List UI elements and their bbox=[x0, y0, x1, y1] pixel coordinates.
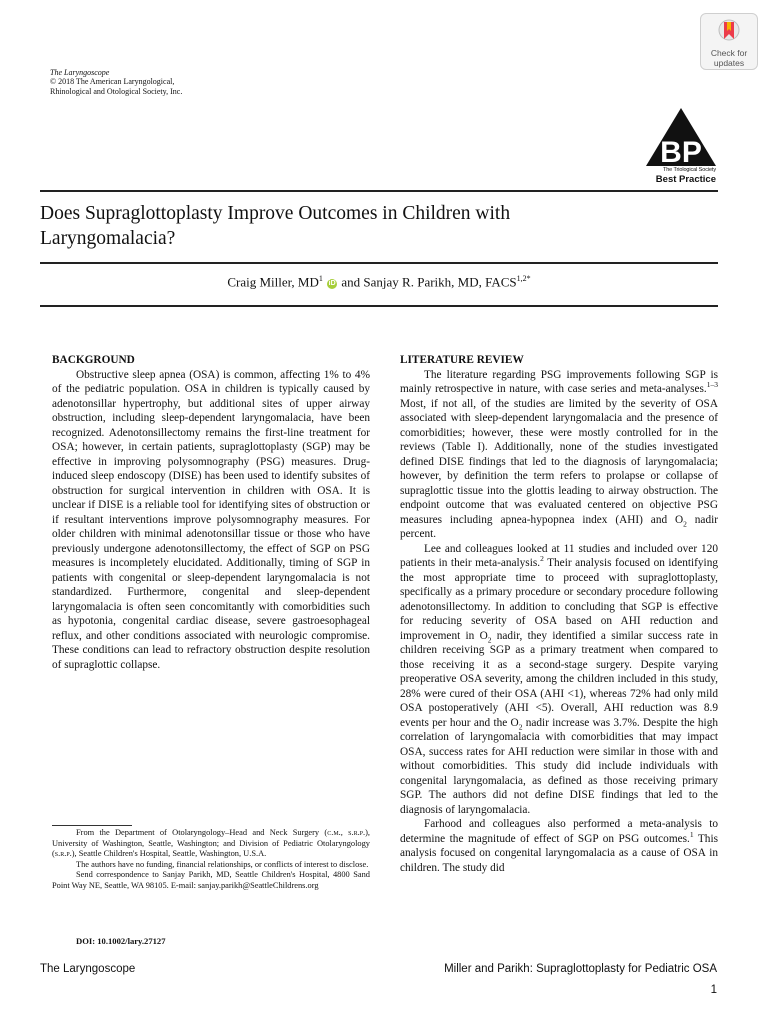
fn-affil-a: From the Department of Otolaryngology–Head and Neck Surgery ( bbox=[76, 828, 328, 837]
review-p1-subscript: 2 bbox=[683, 518, 687, 528]
bookmark-ribbon-icon bbox=[718, 19, 740, 43]
best-practice-label: Best Practice bbox=[655, 174, 716, 185]
footer-journal: The Laryngoscope bbox=[40, 963, 136, 975]
society-line: Rhinological and Otological Society, Inc. bbox=[50, 86, 183, 96]
fn-affil-c: ), Seattle Children's Hospital, Seattle, Washington, U.S.A. bbox=[71, 849, 267, 858]
review-p2-text-a: Lee and colleagues looked at 11 studies and included over 120 patients in their meta-analysis. bbox=[400, 542, 718, 569]
review-p1-text-a: The literature regarding PSG improvements following SGP is mainly retrospective in nature, with case series and meta-analyses. bbox=[400, 368, 718, 395]
page-number: 1 bbox=[710, 984, 717, 996]
review-p2-subscript-1: 2 bbox=[487, 634, 492, 644]
author-1: Craig Miller, MD bbox=[227, 274, 319, 290]
review-paragraph-3 bbox=[400, 817, 718, 875]
fn-initials-1: c.m., s.r.p. bbox=[327, 828, 366, 837]
author-line bbox=[40, 274, 718, 290]
triangle-bp-icon bbox=[646, 108, 716, 166]
review-p3-citation: 1 bbox=[689, 829, 694, 839]
review-p2-citation: 2 bbox=[540, 554, 544, 564]
title-line-2: Laryngomalacia? bbox=[40, 228, 176, 249]
check-for-updates-badge[interactable] bbox=[700, 13, 758, 70]
review-p1-text-c: nadir percent. bbox=[400, 513, 718, 540]
title-rule bbox=[40, 262, 718, 264]
top-rule bbox=[40, 190, 718, 192]
best-practice-society: The Triological Society bbox=[662, 167, 716, 173]
review-p1-text-b: Most, if not all, of the studies are limited by the severity of OSA associated with sleep-dependent laryngomalacia and the presence of comorbidities; however, these were mostly controlled for in the reviews (Table I). Additionally, none of the studies investigated defined DISE findings that led to the diagnosis of laryngomalacia; however, by definition the term refers to prolapse or collapse of supraglottic tissue into the glottis leading to airway obstruction. The endpoint outcome that was evaluated centered on objective PSG measures including apnea-hypopnea index (AHI) and O bbox=[400, 397, 718, 526]
author-rule bbox=[40, 305, 718, 307]
copyright-line: © 2018 The American Laryngological, bbox=[50, 77, 175, 87]
background-heading: BACKGROUND bbox=[52, 354, 135, 366]
journal-name: The Laryngoscope bbox=[50, 68, 110, 77]
best-practice-logo bbox=[646, 108, 716, 188]
review-paragraph-1 bbox=[400, 368, 718, 542]
bp-mark: BP bbox=[660, 136, 702, 166]
fn-affil-b: ), University of Washington, Seattle, Washington; and Division of Pediatric Otolaryngology ( bbox=[52, 828, 370, 858]
author-1-affiliation: 1 bbox=[318, 274, 323, 283]
literature-review-heading: LITERATURE REVIEW bbox=[400, 354, 524, 366]
background-section bbox=[52, 353, 370, 672]
title-line-1: Does Supraglottoplasty Improve Outcomes in Children with bbox=[40, 203, 511, 224]
footnote-rule bbox=[52, 825, 132, 826]
footnote-disclosure: The authors have no funding, financial relationships, or conflicts of interest to disclose. bbox=[76, 859, 369, 869]
orcid-icon[interactable]: iD bbox=[328, 280, 336, 288]
author-2: Sanjay R. Parikh, MD, FACS bbox=[363, 274, 517, 290]
review-p3-text-b: This analysis focused on congenital laryngomalacia as a cause of OSA in children. The study did bbox=[400, 832, 718, 874]
review-p2-text-b: Their analysis focused on identifying the most appropriate time to proceed with supraglottoplasty, specifically as a primary procedure or secondary procedure following adenotonsillectomy. In addition to concluding that SGP is effective for reducing severity of OSA based on AHI reduction and improvement in O bbox=[400, 557, 718, 642]
updates-label: updates bbox=[713, 58, 745, 68]
article-title bbox=[40, 201, 680, 251]
review-p1-citation: 1–3 bbox=[706, 380, 718, 390]
literature-review-section bbox=[400, 353, 718, 875]
affiliation-footnote bbox=[52, 828, 370, 891]
journal-header bbox=[50, 68, 182, 96]
review-paragraph-2 bbox=[400, 542, 718, 818]
footer-running-title: Miller and Parikh: Supraglottoplasty for Pediatric OSA bbox=[444, 963, 717, 975]
review-p2-text-c: nadir, they identified a similar success rate in children receiving SGP as a primary treatment when compared to those receiving it as a second-stage surgery. Despite varying preoperative OSA severity, among the children included in this study, 28% were cured of their OSA (AHI <1), whereas 72% had only mild OSA postoperatively (AHI <5). Overall, AHI reduction was 8.9 events per hour and the O bbox=[400, 629, 718, 729]
author-2-affiliation: 1,2* bbox=[516, 274, 531, 283]
check-for-updates-label: Check for bbox=[710, 48, 748, 58]
author-connector: and bbox=[341, 274, 361, 290]
review-p3-text-a: Farhood and colleagues also performed a meta-analysis to determine the magnitude of effect of SGP on PSG outcomes. bbox=[400, 818, 718, 845]
review-p2-text-d: nadir increase was 3.7%. Despite the high correlation of laryngomalacia with comorbidities that may impact OSA, success rates for AHI reduction were similar in those with and without comorbidities. This study did include individuals with congenital laryngomalacia, as defined as those receiving primary SGP. The authors did not define DISE findings that led to the diagnosis of laryngomalacia. bbox=[400, 716, 718, 816]
doi-label[interactable]: DOI: 10.1002/lary.27127 bbox=[76, 936, 166, 946]
review-p2-subscript-2: 2 bbox=[518, 721, 523, 731]
footnote-affiliations bbox=[52, 828, 370, 860]
footnote-correspondence: Send correspondence to Sanjay Parikh, MD, Seattle Children's Hospital, 4800 Sand Point Way NE, Seattle, WA 98105. E-mail: sanjay.parikh@SeattleChildrens.org bbox=[52, 870, 370, 890]
fn-initials-2: s.r.p. bbox=[54, 849, 72, 858]
background-paragraph: Obstructive sleep apnea (OSA) is common, affecting 1% to 4% of the pediatric population. OSA in children is typically caused by adenotonsillar hypertrophy, but additional sites of upper airway obstruction, including sleep-dependent laryngomalacia, have been recognized. Adenotonsillectomy remains the first-line treatment for OSA; however, in certain patients, supraglottoplasty (SGP) may be effective in improving polysomnography (PSG) measures. Drug-induced sleep endoscopy (DISE) has been used to identify subsites of obstruction for surgical intervention in children with OSA. It is unclear if DISE is a reliable tool for identifying sites of obstruction or if resultant interventions improve polysomnography measures. For older children with minimal adenotonsillar tissue or those who have previously undergone adenotonsillectomy, the effect of SGP on PSG measures is incompletely elucidated. Additionally, timing of SGP in patients with congenital or sleep-dependent laryngomalacia is not standardized. Furthermore, congenital and sleep-dependent laryngomalacia is often seen concomitantly with comorbidities such as hypotonia, congenital cardiac disease, severe gastroesophageal reflux, and other conditions associated with neurologic compromise. These conditions can lead to refractory obstruction despite resolution of supraglottic collapse. bbox=[52, 368, 370, 671]
